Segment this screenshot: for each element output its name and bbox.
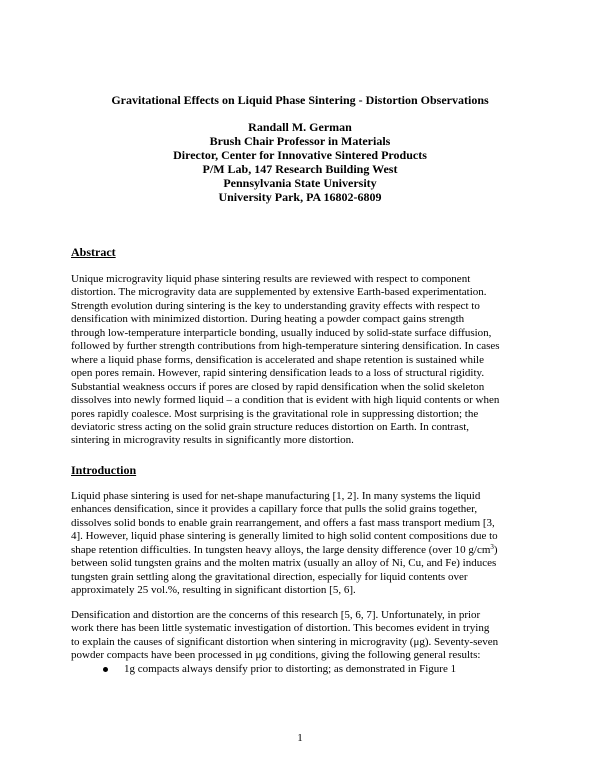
intro-line: powder compacts have been processed in μg conditions, giving the following general results:	[71, 649, 481, 662]
intro-line	[71, 544, 541, 557]
paper-title: Gravitational Effects on Liquid Phase Sintering - Distortion Observations	[111, 93, 489, 107]
author-position: Brush Chair Professor in Materials	[209, 134, 391, 148]
abstract-line: open pores remain. However, rapid sintering densification leads to a loss of structural rigidity.	[71, 367, 485, 380]
intro-line: tungsten grain settling along the gravitational direction, especially for liquid contents over	[71, 570, 468, 583]
bullet-item: 1g compacts always densify prior to distorting; as demonstrated in Figure 1	[124, 663, 457, 675]
abstract-line: where a liquid phase forms, densification is accelerated and shape retention is sustained while	[71, 353, 484, 366]
page-number: 1	[297, 732, 303, 744]
intro-line: dissolves solid bonds to enable grain rearrangement, and offers a fast mass transport medium [3,	[71, 516, 495, 529]
author-name: Randall M. German	[248, 120, 352, 134]
intro-line: between solid tungsten grains and the molten matrix (usually an alloy of Ni, Cu, and Fe) induces	[71, 557, 497, 570]
abstract-line: densification with minimized distortion. During heating a powder compact gains strength	[71, 313, 465, 326]
intro-line-part: )	[493, 543, 498, 556]
abstract-line: distortion. The microgravity data are supplemented by extensive Earth-based experimentation.	[71, 286, 487, 299]
abstract-line: followed by further strength contributions from high-temperature sintering densification. In cases	[71, 340, 500, 353]
author-city: University Park, PA 16802-6809	[218, 190, 382, 204]
author-university: Pennsylvania State University	[223, 176, 377, 190]
abstract-line: sintering in microgravity results in significantly more distortion.	[71, 434, 354, 447]
abstract-heading: Abstract	[71, 245, 116, 259]
intro-line: approximately 25 vol.%, resulting in significant distortion [5, 6].	[71, 584, 356, 597]
intro-line: 4]. However, liquid phase sintering is generally limited to high solid content compositions due to	[71, 530, 498, 543]
author-block	[60, 120, 540, 204]
introduction-paragraph-2	[71, 609, 541, 663]
intro-line: enhances densification, since it provides a capillary force that pulls the solid grains together,	[71, 503, 478, 516]
abstract-line: Substantial weakness occurs if pores are closed by rapid densification when the solid skeleton	[71, 380, 485, 393]
intro-line: Liquid phase sintering is used for net-shape manufacturing [1, 2]. In many systems the liquid	[71, 490, 481, 502]
abstract-line: Unique microgravity liquid phase sintering results are reviewed with respect to component	[71, 273, 471, 285]
abstract-line: Strength evolution during sintering is the key to understanding gravity effects with respect to	[71, 299, 480, 312]
abstract-line: through low-temperature interparticle bonding, usually induced by solid-state surface diffusion,	[71, 326, 492, 339]
author-lab: P/M Lab, 147 Research Building West	[202, 162, 398, 176]
introduction-paragraph-1	[71, 490, 541, 598]
author-role: Director, Center for Innovative Sintered Products	[173, 148, 427, 162]
abstract-paragraph	[71, 273, 541, 448]
superscript-3: 3	[490, 542, 494, 551]
intro-line: to explain the causes of significant distortion when sintering in microgravity (μg). Seventy-seven	[71, 635, 499, 648]
bullet-icon	[103, 667, 108, 672]
intro-line: Densification and distortion are the concerns of this research [5, 6, 7]. Unfortunately, in prior	[71, 609, 481, 621]
abstract-line: dissolves into newly formed liquid – a condition that is evident with high liquid contents or when	[71, 394, 500, 407]
abstract-line: pores rapidly coalesce. Most surprising is the gravitational role in suppressing distortion; the	[71, 407, 479, 420]
intro-line-part: shape retention difficulties. In tungsten heavy alloys, the large density difference (over 10 g/cm	[71, 543, 491, 556]
intro-line: work there has been little systematic investigation of distortion. This becomes evident in trying	[71, 622, 490, 635]
introduction-heading: Introduction	[71, 463, 137, 477]
abstract-line: deviatoric stress acting on the solid grain structure reduces distortion on Earth. In contrast,	[71, 420, 470, 433]
